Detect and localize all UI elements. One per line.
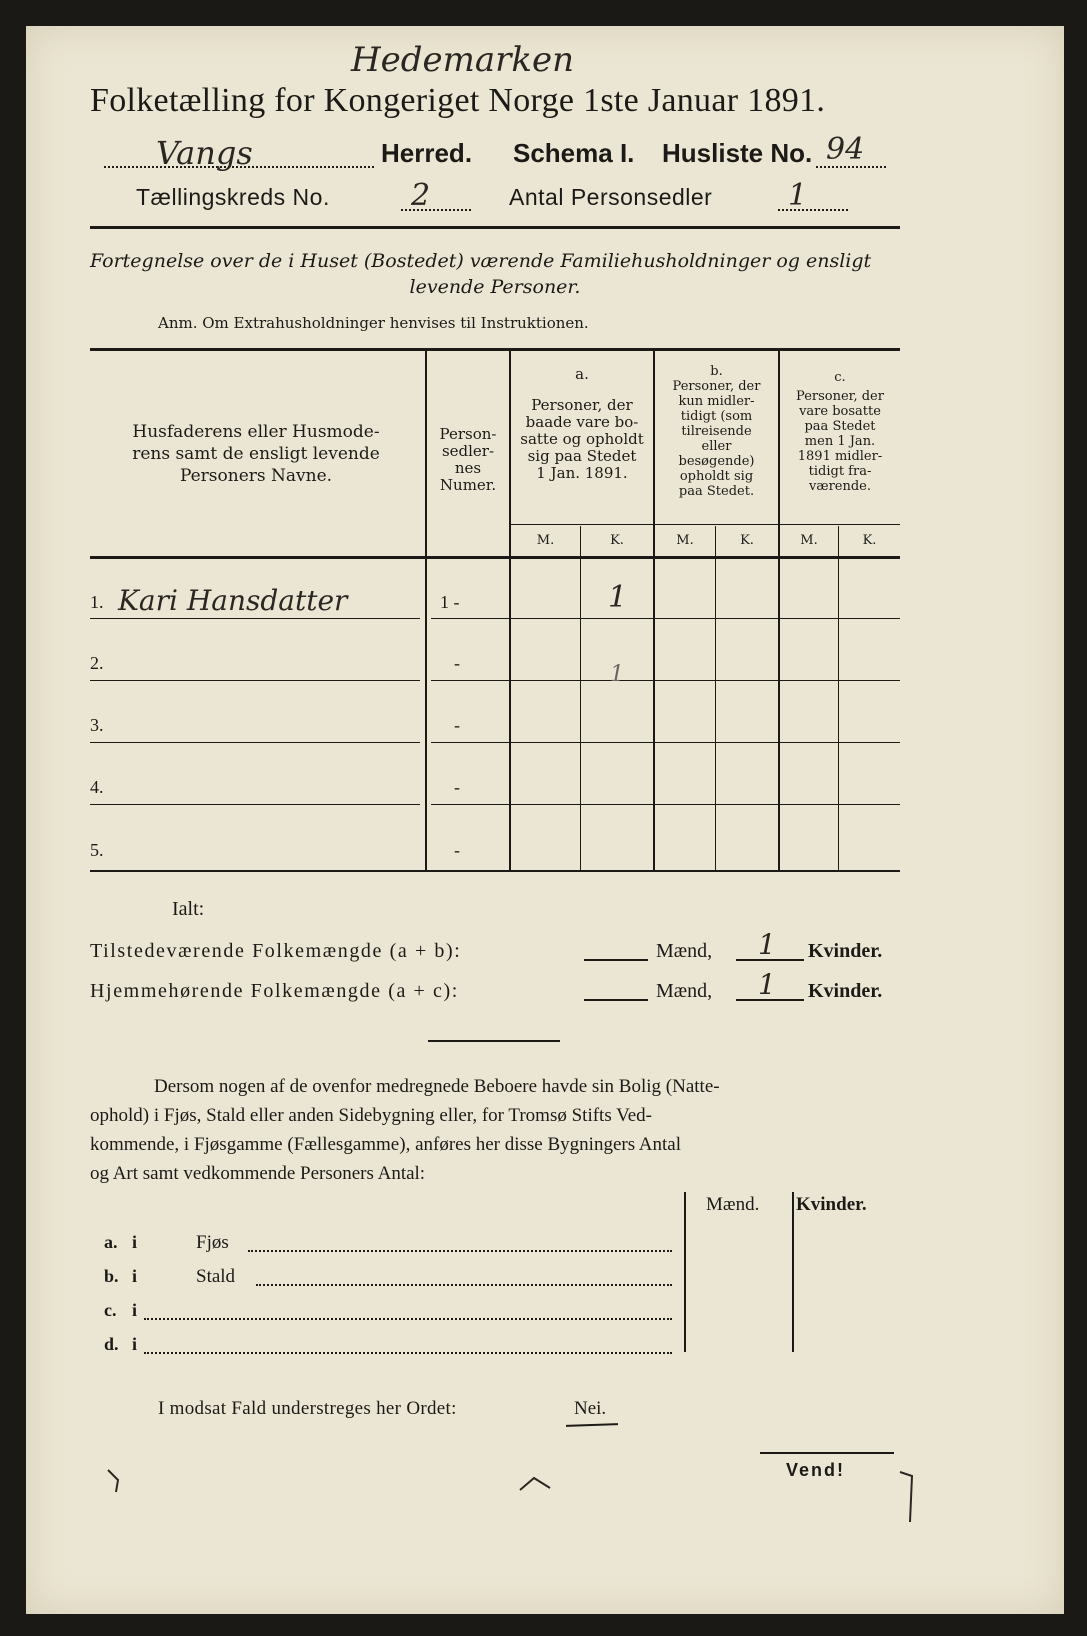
item-letter: a. xyxy=(104,1232,118,1252)
item-dots xyxy=(256,1284,672,1286)
anm-note: Anm. Om Extrahusholdninger henvises til Instruktionen. xyxy=(158,314,589,332)
col-a-header: a. Personer, der baade vare bo- satte og opholdt sig paa Stedet 1 Jan. 1891. xyxy=(520,365,644,482)
row-rule-4b xyxy=(431,804,900,805)
ialt-label: Ialt: xyxy=(172,898,205,920)
row-rule-3b xyxy=(431,742,900,743)
row-number: 3. xyxy=(90,715,104,735)
a-k-value: 1 xyxy=(610,662,624,687)
hjemme-maend-label: Mænd, xyxy=(656,980,713,1002)
a-m-label: M. xyxy=(536,533,555,548)
a-k-label: K. xyxy=(610,533,624,548)
b-k-label: K. xyxy=(740,533,754,548)
item-dots xyxy=(248,1250,672,1252)
hjemme-label: Hjemmehørende Folkemængde (a + c): xyxy=(90,980,459,1002)
hjemme-kvinder-value: 1 xyxy=(758,968,776,1001)
vend-rule xyxy=(760,1452,894,1454)
tilstede-label: Tilstedeværende Folkemængde (a + b): xyxy=(90,940,462,962)
kreds-value: 2 xyxy=(411,178,431,213)
tilstede-kvinder-label: Kvinder. xyxy=(808,940,883,962)
item-i: i xyxy=(132,1334,138,1354)
intro-line1: Fortegnelse over de i Huset (Bostedet) værende Familiehusholdninger og ensligt xyxy=(90,250,872,272)
personsedler-label: Antal Personsedler xyxy=(509,184,713,210)
schema-label: Schema I. xyxy=(513,138,635,168)
herred-value: Vangs xyxy=(156,134,253,172)
vline-c-mk xyxy=(838,526,839,870)
personsedler-value: 1 xyxy=(788,178,808,213)
sedler-number: 1 - xyxy=(440,592,460,612)
tilstede-maend-line xyxy=(584,959,648,961)
c-k-label: K. xyxy=(862,533,877,548)
count-vline-2 xyxy=(792,1192,794,1352)
sedler-number: - xyxy=(454,777,460,797)
vline-b-mk xyxy=(715,526,716,870)
nei-word: Nei. xyxy=(574,1398,607,1419)
kreds-label: Tællingskreds No. xyxy=(136,184,330,210)
person-name: Kari Hansdatter xyxy=(118,584,348,617)
item-dots xyxy=(144,1318,672,1320)
col-name-header: Husfaderens eller Husmode- rens samt de ensligt levende Personers Navne. xyxy=(132,422,380,486)
tilstede-maend-label: Mænd, xyxy=(656,940,713,962)
item-letter: b. xyxy=(104,1266,119,1286)
row-number: 5. xyxy=(90,840,104,860)
c-m-label: M. xyxy=(800,533,818,548)
b-m-label: M. xyxy=(676,533,694,548)
corner-mark-icon xyxy=(106,1466,136,1496)
corner-mark-icon xyxy=(896,1466,926,1526)
sedler-number: - xyxy=(454,653,460,673)
table-bottom-rule xyxy=(90,870,900,872)
row-rule-3 xyxy=(90,742,420,743)
nei-underline xyxy=(566,1423,618,1427)
row-rule-1 xyxy=(90,618,420,619)
mk-rule xyxy=(509,524,900,525)
item-label: Fjøs xyxy=(196,1232,229,1253)
husliste-value: 94 xyxy=(826,132,865,167)
row-number: 4. xyxy=(90,777,104,797)
vend-label: Vend! xyxy=(786,1460,846,1480)
header-rule xyxy=(90,226,900,229)
item-label: Stald xyxy=(196,1266,236,1287)
section-divider xyxy=(428,1040,560,1042)
item-letter: d. xyxy=(104,1334,119,1354)
col-num-header: Person- sedler- nes Numer. xyxy=(439,425,497,494)
row-number: 1. xyxy=(90,592,104,612)
herred-label: Herred. xyxy=(381,138,473,168)
intro-line2: levende Personer. xyxy=(409,276,581,298)
row-rule-2 xyxy=(90,680,420,681)
count-maend-header: Mænd. xyxy=(706,1194,760,1215)
row-rule-1b xyxy=(431,618,900,619)
sedler-number: - xyxy=(454,715,460,735)
sedler-number: - xyxy=(454,840,460,860)
region-handwritten: Hedemarken xyxy=(351,40,575,80)
modsat-text: I modsat Fald understreges her Ordet: xyxy=(158,1398,457,1419)
row-number: 2. xyxy=(90,653,104,673)
item-i: i xyxy=(132,1266,138,1286)
item-i: i xyxy=(132,1300,138,1320)
item-i: i xyxy=(132,1232,138,1252)
item-letter: c. xyxy=(104,1300,117,1320)
corner-mark-icon xyxy=(516,1466,556,1496)
count-vline-1 xyxy=(684,1192,686,1352)
vline-a-mk xyxy=(580,526,581,870)
hjemme-maend-line xyxy=(584,999,648,1001)
col-c-header: c. Personer, der vare bosatte paa Stedet men 1 Jan. 1891 midler- tidigt fra- værende. xyxy=(796,370,884,494)
col-b-header: b. Personer, der kun midler- tidigt (som tilreisende eller besøgende) opholdt sig paa Stedet. xyxy=(672,364,761,499)
form-title: Folketælling for Kongeriget Norge 1ste Januar 1891. xyxy=(90,82,826,119)
count-kvinder-header: Kvinder. xyxy=(796,1194,867,1215)
dwelling-paragraph: Dersom nogen af de ovenfor medregnede Beboere havde sin Bolig (Natte- ophold) i Fjøs, Stald eller anden Sidebygning eller, for Tromsø Stifts Ved- kommende, i Fjøsgamme (Fællesgamme), anføres her disse Bygningers Antal og Art samt vedkommende Personers Antal: xyxy=(90,1076,720,1184)
census-form-page xyxy=(26,26,1064,1614)
row-rule-2b xyxy=(431,680,900,681)
husliste-label: Husliste No. xyxy=(662,138,813,168)
tilstede-kvinder-value: 1 xyxy=(758,928,776,961)
a-k-value: 1 xyxy=(608,580,628,615)
row-rule-4 xyxy=(90,804,420,805)
hjemme-kvinder-label: Kvinder. xyxy=(808,980,883,1002)
item-dots xyxy=(144,1352,672,1354)
